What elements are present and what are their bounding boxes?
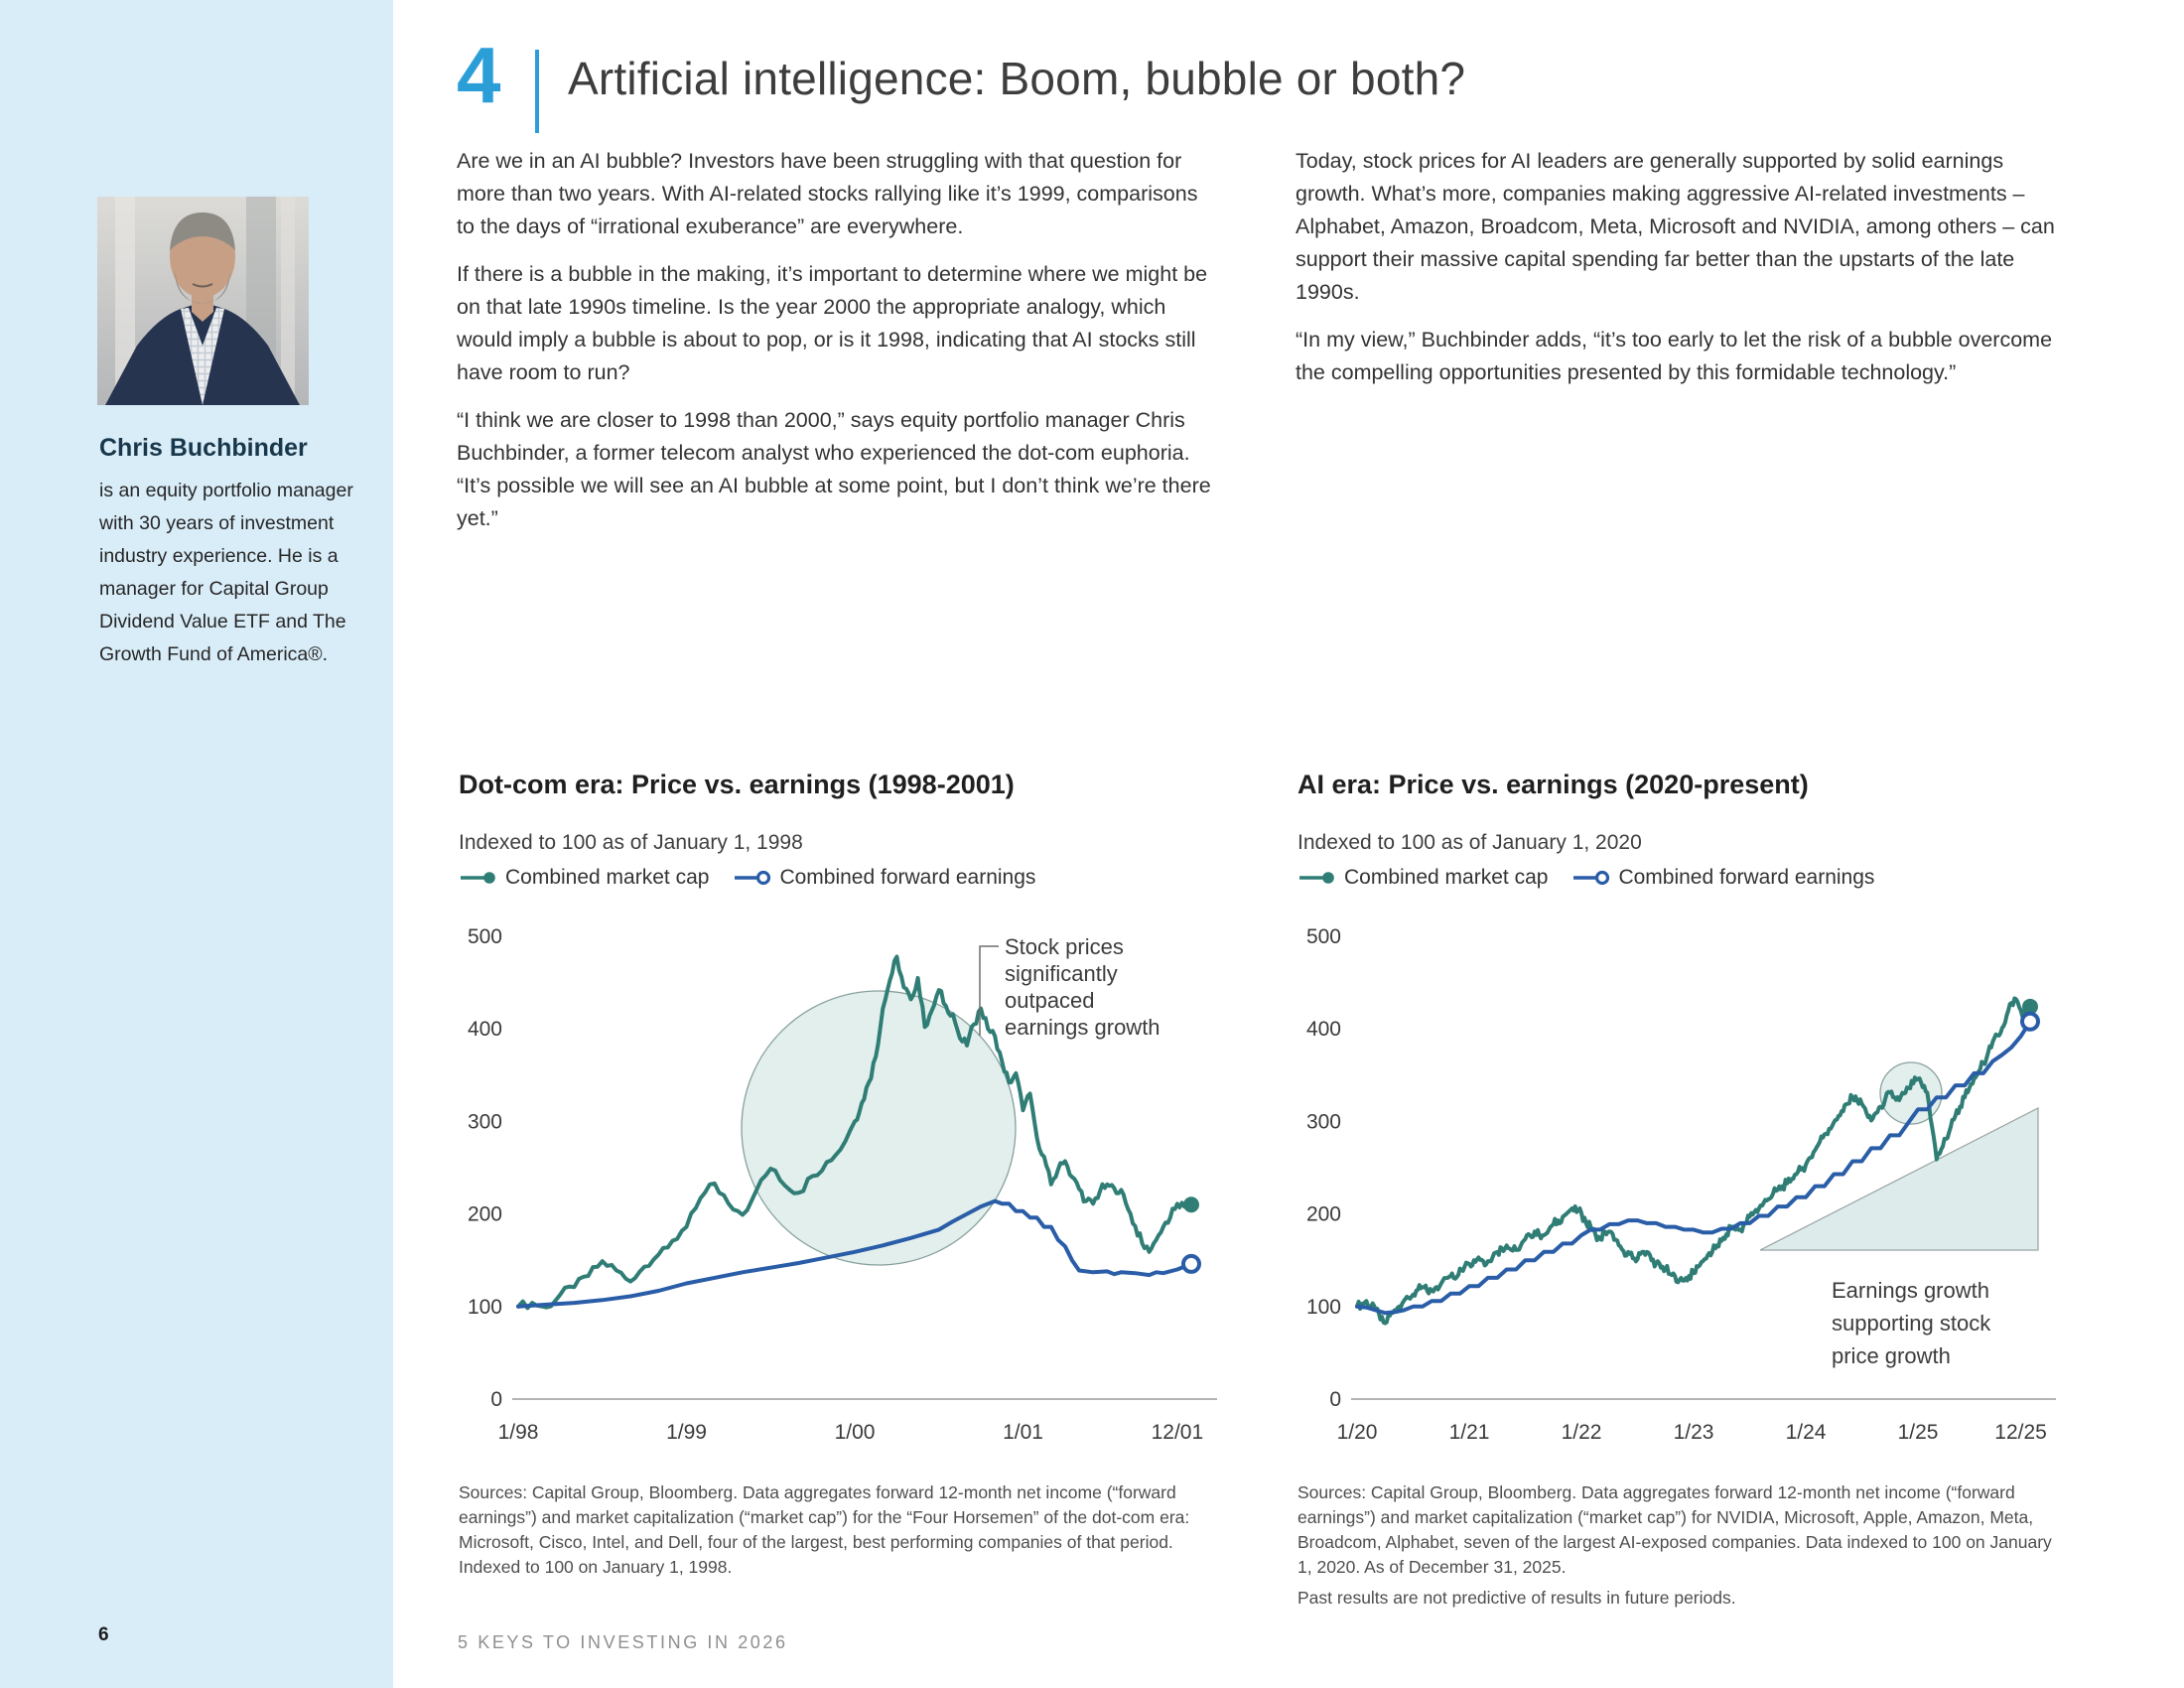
line-chart-canvas: [1296, 895, 2064, 1466]
annotation-connector: [980, 946, 999, 1036]
line-chart-canvas: [457, 895, 1225, 1466]
series-end-dot: [1183, 1196, 1199, 1212]
annotation-text: price growth: [1832, 1343, 1951, 1368]
paragraph: “I think we are closer to 1998 than 2000,” says equity portfolio manager Chris Buchbinder, a former telecom analyst who experienced the dot-com euphoria. “It’s possible we will see an AI bubble at some point, but I don’t think we’re there yet.”: [457, 408, 1211, 530]
x-tick-label: 1/20: [1336, 1421, 1378, 1444]
legend-item: [1297, 866, 1548, 890]
y-tick-label: 0: [1329, 1388, 1341, 1411]
x-tick-label: 1/99: [666, 1421, 707, 1444]
annotation-text: supporting stock: [1832, 1311, 1991, 1336]
series-line-market-cap: [1357, 999, 2030, 1324]
chart-legend: [1297, 866, 1874, 890]
x-tick-label: 12/25: [1994, 1421, 2047, 1444]
y-tick-label: 200: [467, 1202, 502, 1226]
y-tick-label: 500: [1305, 925, 1341, 948]
paragraph: If there is a bubble in the making, it’s important to determine where we might be on that late 1990s timeline. Is the year 2000 the appropriate analogy, which would imply a bubble is about to pop, or is it 1998, indicating that AI stocks still have room to run?: [457, 262, 1208, 384]
annotation-text: significantly: [1005, 961, 1118, 986]
y-tick-label: 200: [1305, 1202, 1341, 1226]
chart-dotcom-era: [457, 770, 1225, 1668]
legend-label: Combined market cap: [1344, 866, 1549, 889]
chart-ai-era: [1296, 770, 2064, 1668]
legend-label: Combined forward earnings: [779, 866, 1036, 889]
legend-line-dot-icon: [1297, 870, 1337, 886]
legend-line-dot-icon: [459, 870, 498, 886]
chart-footnote: Past results are not predictive of results in future periods.: [1297, 1588, 1736, 1608]
header-divider: [535, 50, 539, 133]
chart-sources: Sources: Capital Group, Bloomberg. Data aggregates forward 12-month net income (“forward earnings”) and market capitalization (“market cap”) for the “Four Horsemen” of the dot-com era: Microsoft, Cisco, Intel, and Dell, four of the largest, best performing companies of that period. Indexed to 100 on January 1, 1998.: [459, 1482, 1190, 1577]
legend-item: [459, 866, 709, 890]
body-column-left: [457, 145, 1217, 550]
annotation-text: earnings growth: [1005, 1015, 1160, 1040]
annotation-text: Stock prices: [1005, 934, 1124, 959]
footer-booklet-title: 5 KEYS TO INVESTING IN 2026: [458, 1632, 788, 1652]
annotation-text: Earnings growth: [1832, 1278, 1989, 1303]
portrait-illustration: [97, 197, 309, 405]
paragraph: “In my view,” Buchbinder adds, “it’s too early to let the risk of a bubble overcome the compelling opportunities presented by this formidable technology.”: [1296, 328, 2053, 384]
section-number: 4: [457, 31, 501, 119]
legend-label: Combined forward earnings: [1618, 866, 1875, 889]
y-tick-label: 100: [1305, 1295, 1341, 1319]
legend-label: Combined market cap: [505, 866, 710, 889]
x-tick-label: 1/24: [1785, 1421, 1827, 1444]
y-tick-label: 300: [1305, 1110, 1341, 1134]
y-tick-label: 0: [490, 1388, 502, 1411]
person-bio: is an equity portfolio manager with 30 years of investment industry experience. He is a manager for Capital Group Dividend Value ETF and The Growth Fund of America®.: [99, 480, 353, 665]
chart-title: Dot-com era: Price vs. earnings (1998-2001): [459, 770, 1015, 799]
x-tick-label: 1/22: [1561, 1421, 1602, 1444]
series-end-open-circle: [2022, 1014, 2038, 1030]
x-tick-label: 1/25: [1897, 1421, 1939, 1444]
paragraph: Are we in an AI bubble? Investors have been struggling with that question for more than two years. With AI-related stocks rallying like it’s 1999, comparisons to the days of “irrational exuberance” are everywhere.: [457, 149, 1198, 238]
x-tick-label: 1/98: [497, 1421, 539, 1444]
chart-sources: Sources: Capital Group, Bloomberg. Data aggregates forward 12-month net income (“forward earnings”) and market capitalization (“market cap”) for NVIDIA, Microsoft, Apple, Amazon, Meta, Broadcom, Alphabet, seven of the largest AI-exposed companies. Data indexed to 100 on January 1, 2020. As of December 31, 2025.: [1297, 1482, 2052, 1577]
paragraph: Today, stock prices for AI leaders are generally supported by solid earnings growth. What’s more, companies making aggressive AI-related investments – Alphabet, Amazon, Broadcom, Meta, Microsoft and NVIDIA, among others – can support their massive capital spending far better than the upstarts of the late 1990s.: [1296, 149, 2055, 304]
chart-legend: [459, 866, 1035, 890]
annotation-text: outpaced: [1005, 988, 1095, 1013]
legend-line-open-circle-icon: [1571, 870, 1611, 886]
portrait-photo: [97, 197, 309, 405]
chart-title: AI era: Price vs. earnings (2020-present): [1297, 770, 1809, 799]
y-tick-label: 500: [467, 925, 502, 948]
x-tick-label: 1/21: [1448, 1421, 1490, 1444]
series-end-open-circle: [1183, 1256, 1199, 1272]
x-tick-label: 1/23: [1673, 1421, 1714, 1444]
legend-item: [733, 866, 1035, 890]
legend-line-open-circle-icon: [733, 870, 772, 886]
y-tick-label: 400: [1305, 1018, 1341, 1042]
legend-item: [1571, 866, 1874, 890]
highlight-triangle: [1760, 1108, 2038, 1250]
chart-subtitle: Indexed to 100 as of January 1, 2020: [1297, 831, 1642, 854]
sidebar-panel: [0, 0, 393, 1688]
page-title: Artificial intelligence: Boom, bubble or both?: [568, 53, 1466, 104]
x-tick-label: 1/00: [834, 1421, 876, 1444]
body-column-right: [1296, 145, 2056, 404]
person-name: Chris Buchbinder: [99, 434, 308, 462]
y-tick-label: 100: [467, 1295, 502, 1319]
chart-subtitle: Indexed to 100 as of January 1, 1998: [459, 831, 803, 854]
page-number: 6: [98, 1624, 109, 1645]
x-tick-label: 12/01: [1151, 1421, 1204, 1444]
y-tick-label: 400: [467, 1018, 502, 1042]
y-tick-label: 300: [467, 1110, 502, 1134]
x-tick-label: 1/01: [1003, 1421, 1043, 1444]
